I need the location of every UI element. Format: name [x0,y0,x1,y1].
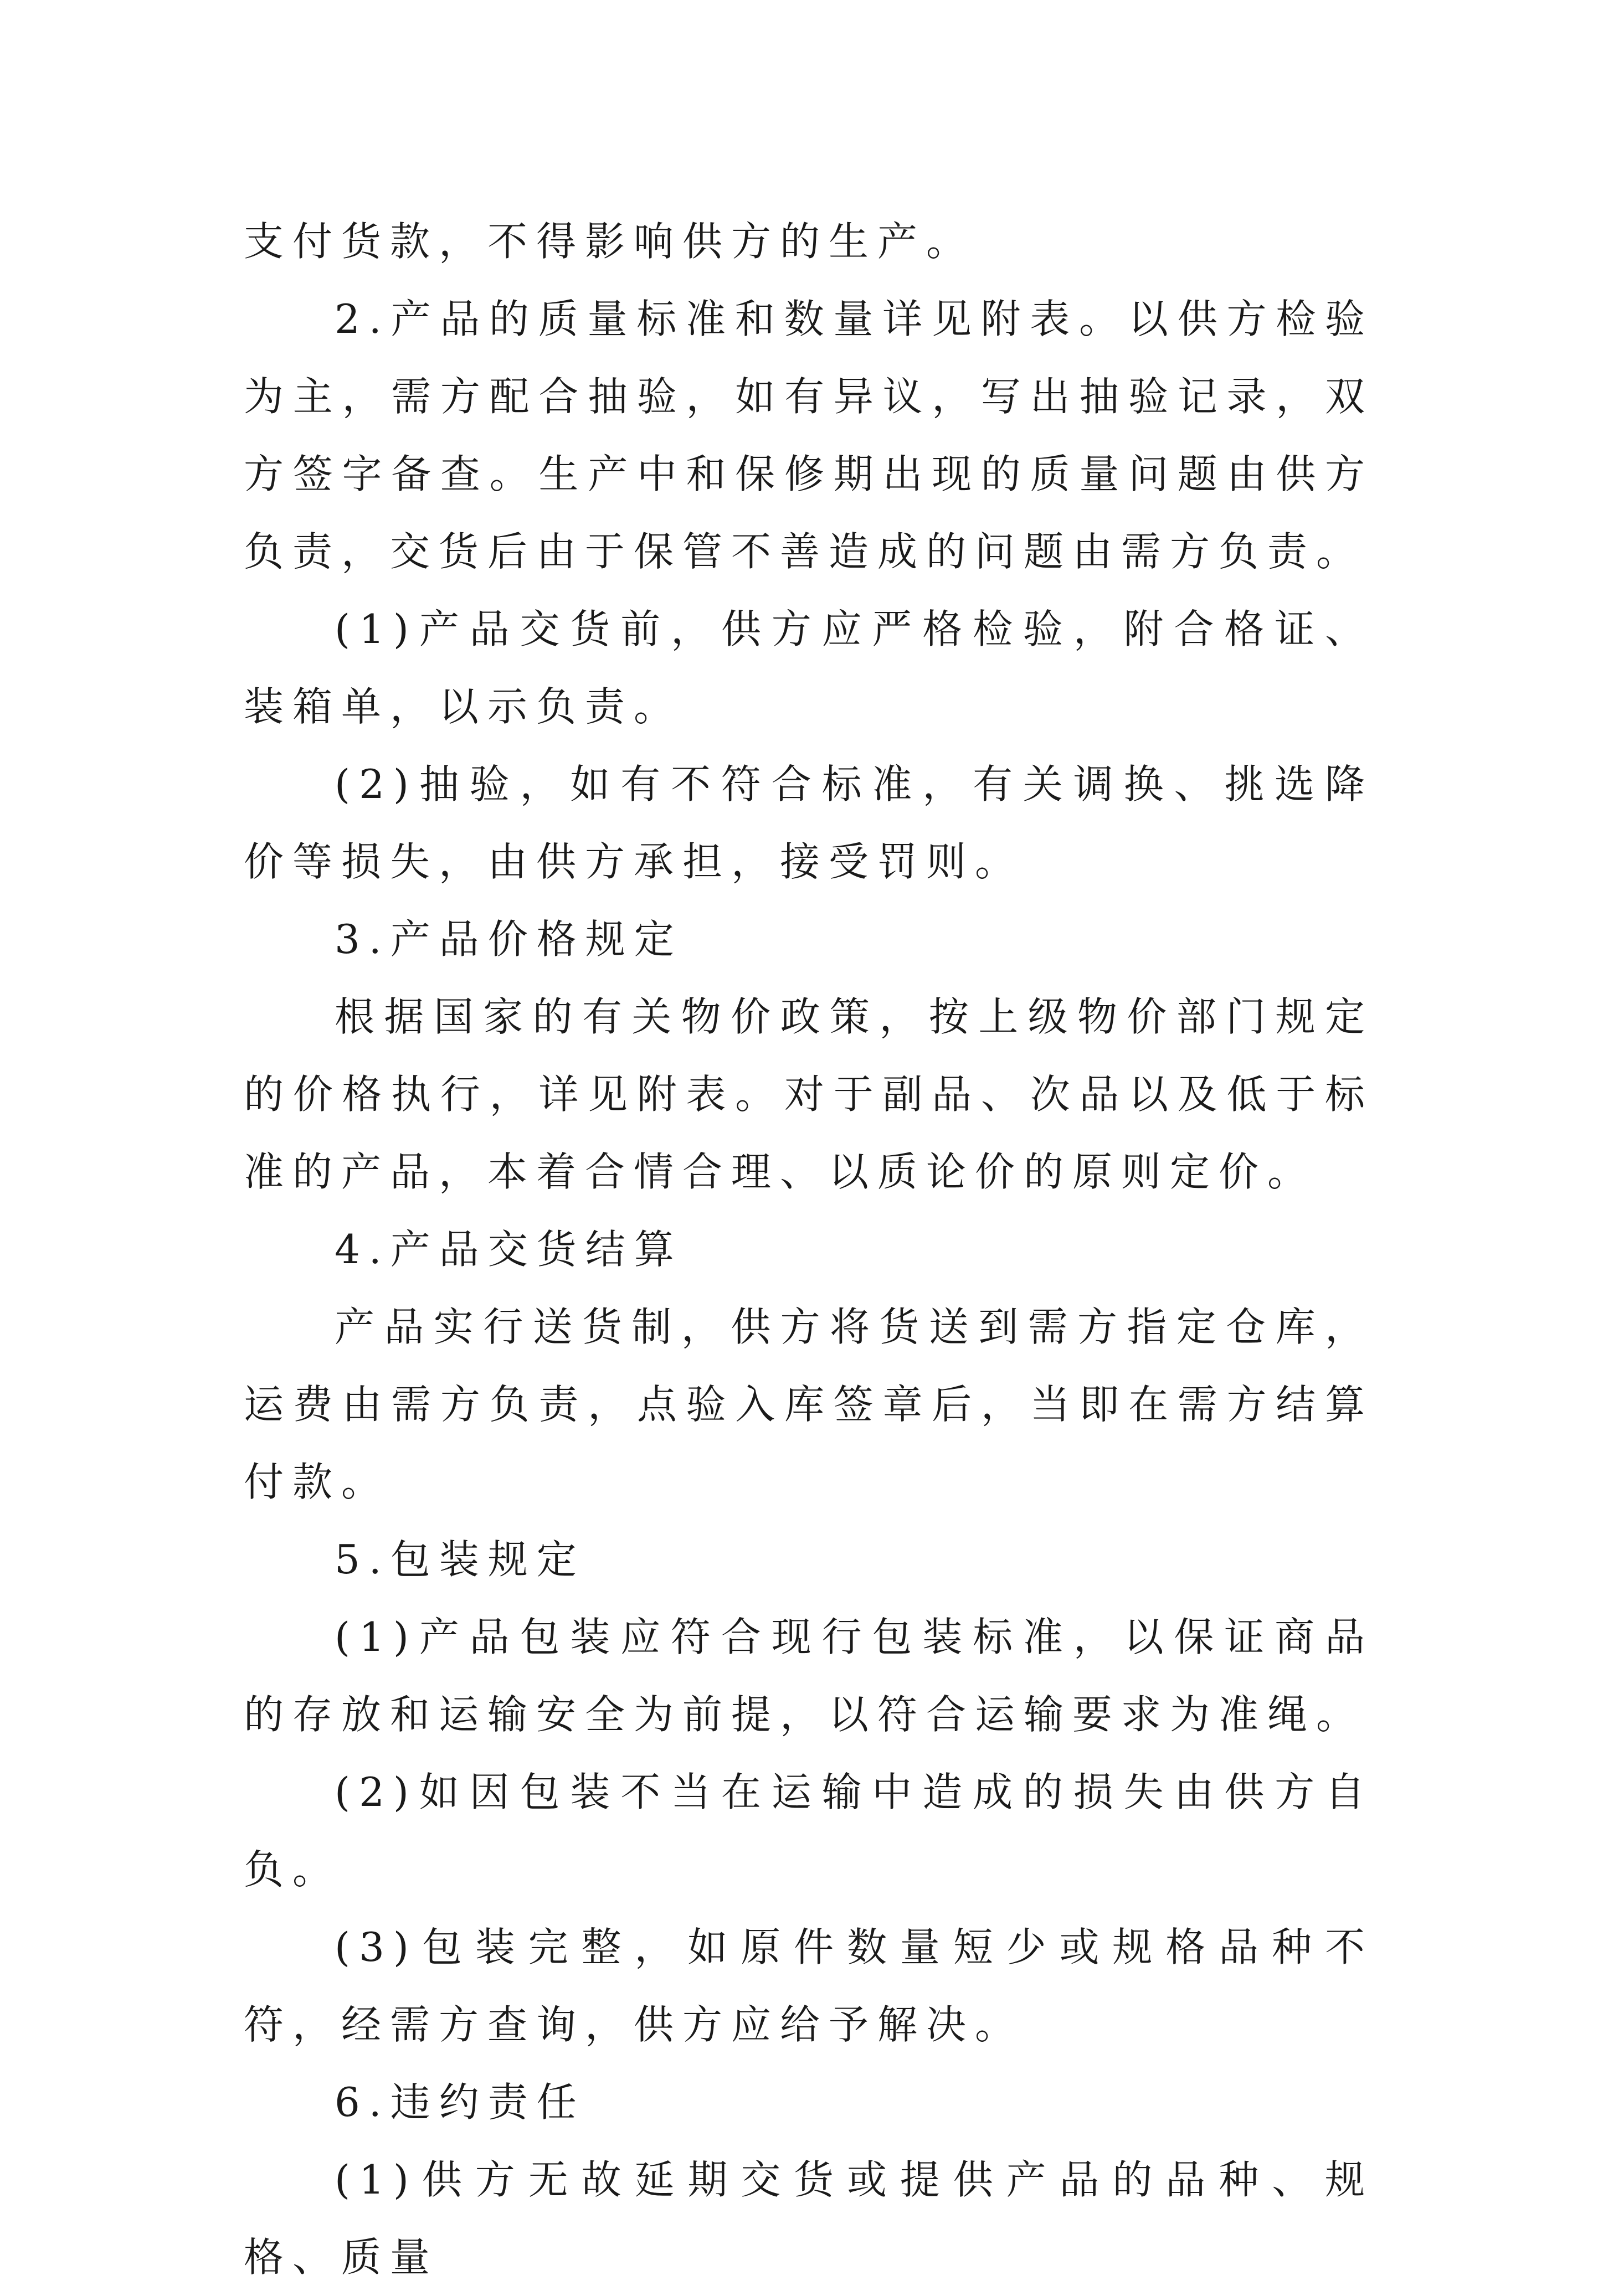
paragraph: 产品实行送货制，供方将货送到需方指定仓库，运费由需方负责，点验入库签章后，当即在需方结算付款。 [244,1304,1374,1505]
paragraph: 支付货款，不得影响供方的生产。 [244,218,975,265]
section-heading: 5.包装规定 [335,1536,585,1583]
paragraph: (1)供方无故延期交货或提供产品的品种、规格、质量 [244,2156,1374,2280]
paragraph: (2)如因包装不当在运输中造成的损失由供方自负。 [244,1769,1374,1893]
paragraph: (1)产品包装应符合现行包装标准，以保证商品的存放和运输安全为前提，以符合运输要求为准绳。 [244,1614,1374,1738]
section-heading: 4.产品交货结算 [335,1226,683,1273]
paragraph: 2.产品的质量标准和数量详见附表。以供方检验为主，需方配合抽验，如有异议，写出抽验记录，双方签字备查。生产中和保修期出现的质量问题由供方负责，交货后由于保管不善造成的问题由需方负责。 [244,296,1374,575]
paragraph: (1)产品交货前，供方应严格检验，附合格证、装箱单，以示负责。 [244,606,1374,730]
paragraph: (2)抽验，如有不符合标准，有关调换、挑选降价等损失，由供方承担，接受罚则。 [244,761,1374,885]
section-heading: 3.产品价格规定 [335,916,683,962]
document-body [244,203,1374,2296]
paragraph: 根据国家的有关物价政策，按上级物价部门规定的价格执行，详见附表。对于副品、次品以及低于标准的产品，本着合情合理、以质论价的原则定价。 [244,993,1374,1195]
paragraph: (3)包装完整，如原件数量短少或规格品种不符，经需方查询，供方应给予解决。 [244,1924,1374,2048]
section-heading: 6.违约责任 [335,2079,585,2125]
